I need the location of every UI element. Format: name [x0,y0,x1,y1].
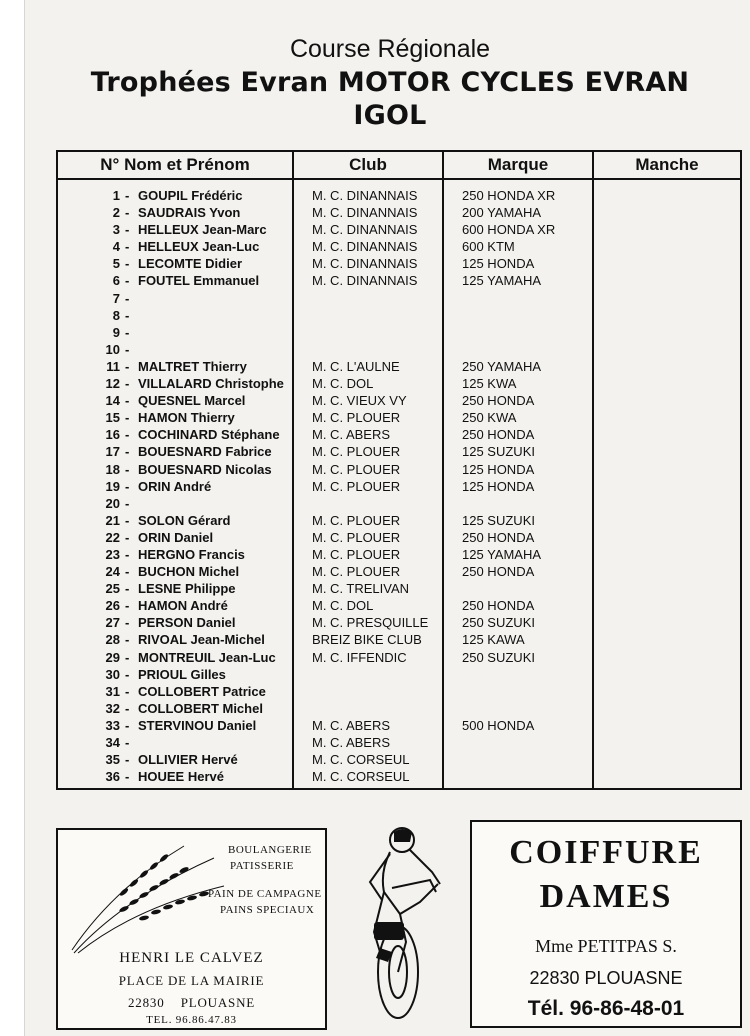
rider-number: 10 [105,341,120,357]
row-dash: - [125,632,130,648]
table-row [58,255,740,272]
rider-club: M. C. PLOUER [312,478,401,494]
table-row [58,324,740,341]
rider-number: 12 [105,376,120,392]
bakery-type-2: PATISSERIE [230,860,294,872]
rider-number: 36 [105,769,120,785]
rider-name: PERSON Daniel [138,615,236,631]
rider-name: RIVOAL Jean-Michel [138,632,265,648]
rider-name: ORIN André [138,478,212,494]
row-dash: - [125,256,130,272]
table-row [58,768,740,785]
row-dash: - [125,615,130,631]
column-header-name: N° Nom et Prénom [100,155,250,174]
rider-number: 8 [112,307,120,323]
row-dash: - [125,666,130,682]
rider-club: M. C. ABERS [312,427,391,443]
rider-club: M. C. PLOUER [312,410,401,426]
rider-club: M. C. TRELIVAN [312,581,410,597]
rider-brand: 125 YAMAHA [462,273,542,289]
rider-number: 18 [105,461,120,477]
rider-name: HERGNO Francis [138,546,245,562]
rider-number: 32 [105,700,120,716]
row-dash: - [125,581,130,597]
rider-name: LESNE Philippe [138,581,236,597]
bakery-type: BOULANGERIE [228,844,312,856]
rider-club: M. C. ABERS [312,735,391,750]
table-row [58,751,740,768]
rider-brand: 250 HONDA [462,529,535,545]
table-row [58,580,740,597]
rider-number: 22 [105,529,120,545]
rider-name: BOUESNARD Nicolas [138,461,272,477]
row-dash: - [125,564,130,580]
race-subtitle: Course Régionale [289,35,491,63]
hairdresser-owner: Mme PETITPAS S. [535,936,677,956]
race-title-sponsor: IGOL [353,100,427,131]
table-row [58,717,740,734]
rider-number: 34 [105,735,120,750]
rider-brand: 600 KTM [462,239,515,255]
row-dash: - [125,700,130,716]
table-row [58,341,740,358]
row-dash: - [125,273,130,289]
row-dash: - [125,478,130,494]
rider-name: SAUDRAIS Yvon [138,205,241,221]
rider-name: OLLIVIER Hervé [138,752,238,768]
rider-club: M. C. PLOUER [312,546,401,562]
column-header-round: Manche [635,155,699,174]
rider-club: M. C. DOL [312,376,374,392]
table-row [58,563,740,580]
rider-brand: 250 SUZUKI [462,615,535,631]
table-row [58,409,740,426]
hairdresser-title: COIFFURE [509,834,703,871]
bakery-owner: HENRI LE CALVEZ [119,950,264,966]
rider-name: HOUEE Hervé [138,769,224,785]
motocross-rider-icon [340,822,450,1032]
rider-name: GOUPIL Frédéric [138,188,243,203]
rider-name: HAMON Thierry [138,410,235,426]
table-row [58,683,740,700]
race-title: Trophées Evran MOTOR CYCLES EVRAN [90,67,690,98]
rider-brand: 125 KAWA [462,632,525,648]
rider-number: 16 [105,427,120,443]
rider-name: HELLEUX Jean-Luc [138,239,260,255]
rider-brand: 250 SUZUKI [462,649,535,665]
rider-brand: 250 HONDA [462,564,535,580]
rider-name: FOUTEL Emmanuel [138,273,260,289]
rider-number: 25 [105,581,120,597]
table-row [58,426,740,443]
rider-number: 21 [105,512,120,528]
table-row [58,631,740,648]
row-dash: - [125,222,130,238]
hairdresser-title-2: DAMES [539,878,673,915]
rider-name: HELLEUX Jean-Marc [138,222,267,238]
table-body [58,187,740,785]
row-dash: - [125,376,130,392]
table-row [58,734,740,751]
bakery-town [58,995,325,1011]
rider-name: ORIN Daniel [138,529,214,545]
row-dash: - [125,324,130,340]
rider-brand: 125 HONDA [462,461,535,477]
rider-brand: 250 YAMAHA [462,358,542,374]
bakery-postcode: 22830 [128,995,165,1010]
table-row [58,187,740,204]
bakery-town-name: PLOUASNE [180,995,255,1010]
table-row [58,478,740,495]
row-dash: - [125,717,130,733]
row-dash: - [125,239,130,255]
row-dash: - [125,752,130,768]
rider-brand: 500 HONDA [462,717,535,733]
table-row [58,358,740,375]
rider-brand: 250 HONDA XR [462,188,556,203]
rider-number: 28 [105,632,120,648]
table-row [58,597,740,614]
rider-club: M. C. ABERS [312,717,391,733]
rider-number: 29 [105,649,120,665]
table-row [58,461,740,478]
row-dash: - [125,546,130,562]
table-header [58,152,740,180]
row-dash: - [125,769,130,785]
row-dash: - [125,683,130,699]
rider-brand: 250 HONDA [462,393,535,409]
row-dash: - [125,444,130,460]
row-dash: - [125,358,130,374]
bakery-advert [56,828,327,1030]
rider-number: 9 [112,324,120,340]
rider-number: 5 [112,256,120,272]
rider-name: LECOMTE Didier [138,256,243,272]
row-dash: - [125,598,130,614]
table-row [58,221,740,238]
row-dash: - [125,529,130,545]
rider-name: COLLOBERT Michel [138,700,263,716]
rider-number: 20 [105,495,120,511]
row-dash: - [125,290,130,306]
row-dash: - [125,495,130,511]
rider-brand: 125 HONDA [462,256,535,272]
rider-number: 4 [112,239,120,255]
rider-club: M. C. IFFENDIC [312,649,407,665]
table-row [58,529,740,546]
table-row [58,238,740,255]
table-row [58,495,740,512]
table-row [58,666,740,683]
hairdresser-phone: Tél. 96-86-48-01 [527,997,685,1020]
row-dash: - [125,188,130,203]
rider-club: M. C. VIEUX VY [312,393,407,409]
rider-club: M. C. DINANNAIS [312,239,418,255]
table-row [58,272,740,289]
rider-name: MALTRET Thierry [138,358,247,374]
bakery-product-2: PAINS SPECIAUX [220,904,315,916]
row-dash: - [125,735,130,750]
table-row [58,614,740,631]
rider-number: 27 [105,615,120,631]
hairdresser-advert [470,820,742,1028]
table-row [58,307,740,324]
rider-club: M. C. PLOUER [312,564,401,580]
rider-brand: 125 YAMAHA [462,546,542,562]
rider-club: M. C. PRESQUILLE [312,615,429,631]
rider-number: 26 [105,598,120,614]
rider-number: 31 [105,683,120,699]
rider-number: 17 [105,444,120,460]
rider-club: M. C. L'AULNE [312,358,400,374]
rider-club: M. C. CORSEUL [312,769,410,785]
table-row [58,204,740,221]
page-edge [0,0,25,1036]
table-row [58,546,740,563]
rider-number: 7 [112,290,120,306]
rider-number: 3 [112,222,120,238]
rider-brand: 125 SUZUKI [462,512,535,528]
table-row [58,443,740,460]
row-dash: - [125,307,130,323]
rider-club: BREIZ BIKE CLUB [312,632,422,648]
rider-number: 35 [105,752,120,768]
row-dash: - [125,410,130,426]
table-row [58,375,740,392]
rider-name: QUESNEL Marcel [138,393,246,409]
rider-club: M. C. DOL [312,598,374,614]
row-dash: - [125,512,130,528]
row-dash: - [125,393,130,409]
table-row [58,649,740,666]
rider-club: M. C. DINANNAIS [312,188,418,203]
bakery-address: PLACE DE LA MAIRIE [118,973,265,988]
rider-club: M. C. DINANNAIS [312,273,418,289]
rider-club: M. C. DINANNAIS [312,205,418,221]
rider-name: BUCHON Michel [138,564,240,580]
rider-club: M. C. PLOUER [312,512,401,528]
title-block [30,32,750,132]
rider-club: M. C. PLOUER [312,529,401,545]
bakery-product: PAIN DE CAMPAGNE [208,888,322,900]
table-row [58,290,740,307]
rider-number: 23 [105,546,120,562]
rider-brand: 250 KWA [462,410,517,426]
rider-name: MONTREUIL Jean-Luc [138,649,276,665]
rider-number: 30 [105,666,120,682]
rider-brand: 200 YAMAHA [462,205,542,221]
rider-brand: 250 HONDA [462,427,535,443]
rider-brand: 250 HONDA [462,598,535,614]
bakery-phone: TEL. 96.86.47.83 [146,1014,237,1026]
table-row [58,512,740,529]
rider-number: 15 [105,410,120,426]
rider-number: 1 [112,188,120,203]
rider-club: M. C. CORSEUL [312,752,410,768]
rider-club: M. C. DINANNAIS [312,222,418,238]
rider-brand: 600 HONDA XR [462,222,556,238]
row-dash: - [125,427,130,443]
rider-number: 14 [105,393,120,409]
hairdresser-city: 22830 PLOUASNE [529,968,683,988]
row-dash: - [125,649,130,665]
row-dash: - [125,461,130,477]
rider-name: HAMON André [138,598,228,614]
rider-name: PRIOUL Gilles [138,666,226,682]
entry-list-table [56,150,742,790]
rider-brand: 125 SUZUKI [462,444,535,460]
rider-name: VILLALARD Christophe [138,376,284,392]
row-dash: - [125,341,130,357]
column-header-club: Club [349,155,387,174]
rider-name: STERVINOU Daniel [138,717,257,733]
rider-club: M. C. PLOUER [312,444,401,460]
rider-name: COLLOBERT Patrice [138,683,266,699]
column-header-brand: Marque [487,155,549,174]
rider-name: BOUESNARD Fabrice [138,444,272,460]
row-dash: - [125,205,130,221]
rider-number: 6 [112,273,120,289]
rider-club: M. C. DINANNAIS [312,256,418,272]
rider-number: 2 [112,205,120,221]
rider-number: 19 [105,478,120,494]
rider-name: SOLON Gérard [138,512,231,528]
rider-club: M. C. PLOUER [312,461,401,477]
rider-number: 11 [106,358,120,374]
rider-number: 33 [105,717,120,733]
table-row [58,392,740,409]
table-row [58,700,740,717]
rider-number: 24 [105,564,120,580]
rider-brand: 125 HONDA [462,478,535,494]
rider-name: COCHINARD Stéphane [138,427,280,443]
rider-brand: 125 KWA [462,376,517,392]
